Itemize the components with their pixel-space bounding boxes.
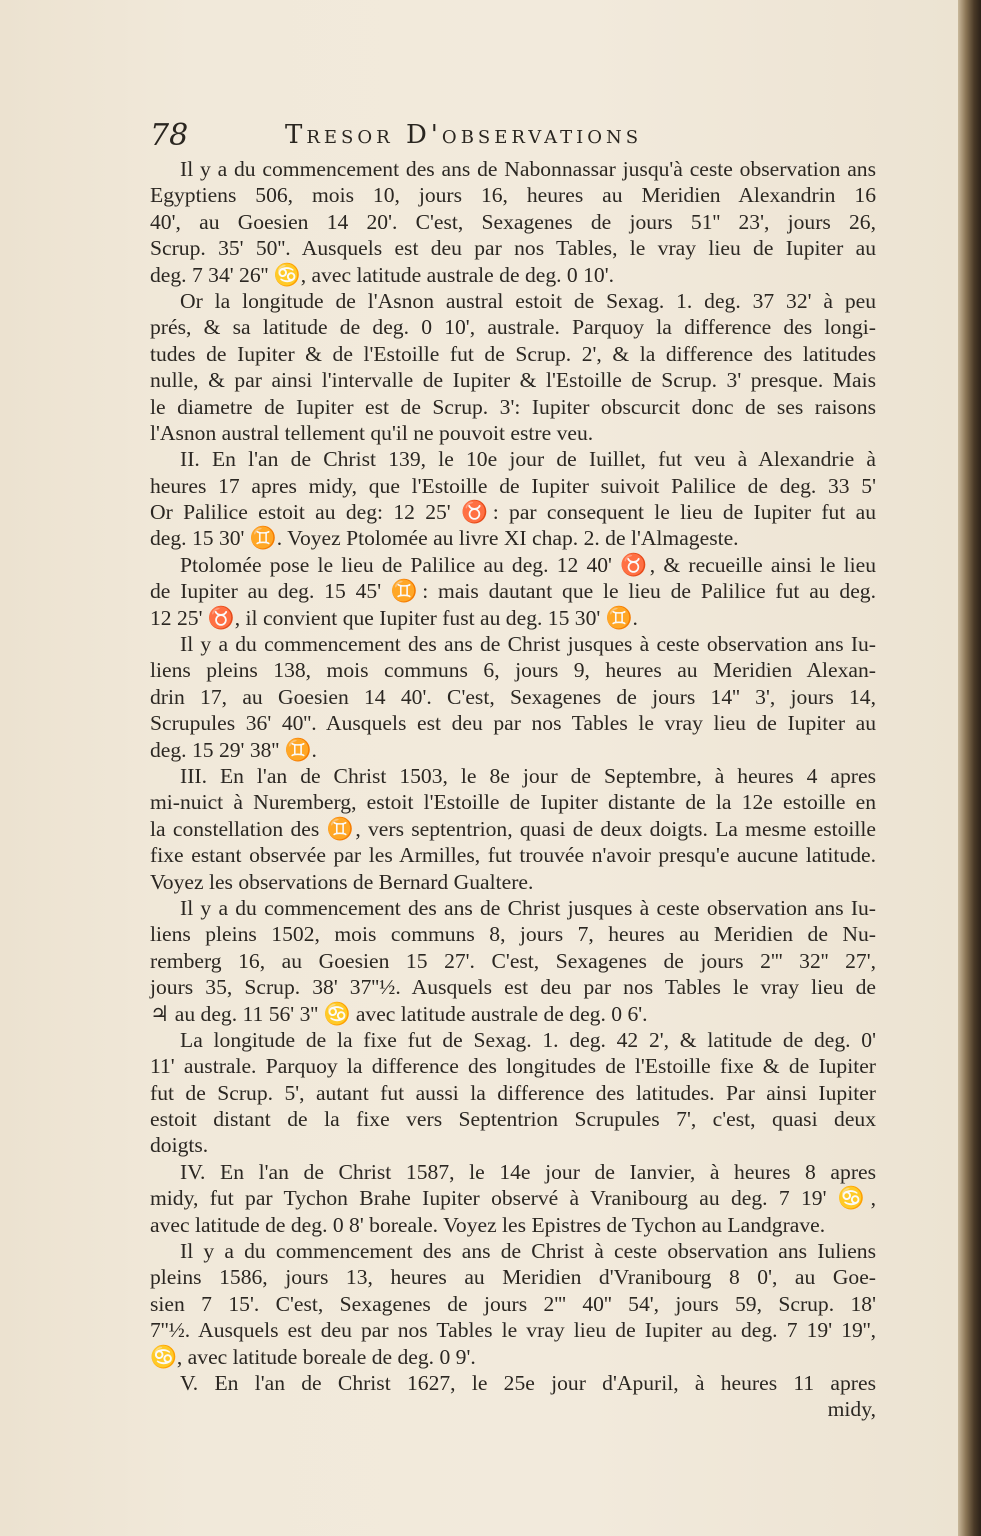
text-line: Voyez les observations de Bernard Gualtere. xyxy=(150,869,534,894)
paragraph-4 xyxy=(150,552,876,631)
text-line: deg. 15 29' 38'' ♊. xyxy=(150,737,317,762)
paragraph-5 xyxy=(150,631,876,763)
text-line: II. En l'an de Christ 139, le 10e jour de Iuillet, fut veu à Alexandrie à xyxy=(180,447,876,472)
text-line: midy, fut par Tychon Brahe Iupiter observé à Vranibourg au deg. 7 19' ♋, xyxy=(150,1186,876,1211)
text-line: liens pleins 1502, mois communs 8, jours 7, heures au Meridien de Nu- xyxy=(150,922,876,947)
text-line: de Iupiter au deg. 15 45' ♊: mais dautant que le lieu de Palilice fut au deg. xyxy=(150,579,876,604)
text-line: le diametre de Iupiter est de Scrup. 3': Iupiter obscurcit donc de ses raisons xyxy=(150,394,876,419)
text-line: mi-nuict à Nuremberg, estoit l'Estoille de Iupiter distante de la 12e estoille en xyxy=(150,790,876,815)
text-line: doigts. xyxy=(150,1133,209,1158)
text-line: 7''½. Ausquels est deu par nos Tables le vray lieu de Iupiter au deg. 7 19' 19'', xyxy=(150,1318,876,1343)
text-line: Or la longitude de l'Asnon austral estoit de Sexag. 1. deg. 37 32' à peu xyxy=(180,288,876,313)
text-line: fut de Scrup. 5', autant fut aussi la difference des latitudes. Par ainsi Iupiter xyxy=(150,1080,876,1105)
text-line: Il y a du commencement des ans de Nabonnassar jusqu'à ceste observation ans xyxy=(180,157,876,181)
text-line: ♃ au deg. 11 56' 3'' ♋ avec latitude australe de deg. 0 6'. xyxy=(150,1001,648,1026)
text-line: drin 17, au Goesien 14 40'. C'est, Sexagenes de jours 14'' 3', jours 14, xyxy=(150,684,876,709)
text-line: Or Palilice estoit au deg: 12 25' ♉: par consequent le lieu de Iupiter fut au xyxy=(150,500,876,525)
text-line: 12 25' ♉, il convient que Iupiter fust au deg. 15 30' ♊. xyxy=(150,605,638,630)
paragraph-6 xyxy=(150,763,876,895)
paragraph-10 xyxy=(150,1238,876,1370)
text-line: estoit distant de la fixe vers Septentrion Scrupules 7', c'est, quasi deux xyxy=(150,1107,876,1132)
text-line: liens pleins 138, mois communs 6, jours 9, heures au Meridien Alexan- xyxy=(150,658,876,683)
text-line: Scrupules 36' 40''. Ausquels est deu par nos Tables le vray lieu de Iupiter au xyxy=(150,711,876,736)
text-line: jours 35, Scrup. 38' 37''½. Ausquels est deu par nos Tables le vray lieu de xyxy=(150,975,876,1000)
text-line: nulle, & par ainsi l'intervalle de Iupiter & l'Estoille de Scrup. 3' presque. Mais xyxy=(150,368,876,393)
text-line: 40', au Goesien 14 20'. C'est, Sexagenes de jours 51'' 23', jours 26, xyxy=(150,209,876,234)
paragraph-11 xyxy=(150,1370,876,1423)
paragraph-8 xyxy=(150,1027,876,1159)
text-line: Ptolomée pose le lieu de Palilice au deg. 12 40' ♉, & recueille ainsi le lieu xyxy=(180,552,876,577)
text-line: Scrup. 35' 50''. Ausquels est deu par nos Tables, le vray lieu de Iupiter au xyxy=(150,236,876,261)
text-line: prés, & sa latitude de deg. 0 10', australe. Parquoy la difference des longi- xyxy=(150,315,876,340)
text-line: Egyptiens 506, mois 10, jours 16, heures au Meridien Alexandrin 16 xyxy=(150,183,876,208)
text-line: fixe estant observée par les Armilles, fut trouvée n'avoir presqu'e aucune latitude. xyxy=(150,843,876,868)
text-line: IV. En l'an de Christ 1587, le 14e jour de Ianvier, à heures 8 apres xyxy=(180,1159,876,1184)
paragraph-1 xyxy=(150,156,876,288)
text-line: heures 17 apres midy, que l'Estoille de Iupiter suivoit Palilice de deg. 33 5' xyxy=(150,473,876,498)
page-number: 78 xyxy=(150,118,189,153)
paragraph-7 xyxy=(150,895,876,1027)
text-line: l'Asnon austral tellement qu'il ne pouvoit estre veu. xyxy=(150,420,594,445)
text-line: La longitude de la fixe fut de Sexag. 1. deg. 42 2', & latitude de deg. 0' xyxy=(180,1027,876,1052)
text-line: remberg 16, au Goesien 15 27'. C'est, Sexagenes de jours 2''' 32'' 27', xyxy=(150,948,876,973)
text-line: 11' australe. Parquoy la difference des longitudes de l'Estoille fixe & de Iupiter xyxy=(150,1054,876,1079)
text-line: deg. 15 30' ♊. Voyez Ptolomée au livre XI chap. 2. de l'Almageste. xyxy=(150,526,739,551)
text-line: pleins 1586, jours 13, heures au Meridien d'Vranibourg 8 0', au Goe- xyxy=(150,1265,876,1290)
paragraph-2 xyxy=(150,288,876,446)
running-title: Tresor D'observations xyxy=(285,120,643,150)
text-line: deg. 7 34' 26'' ♋, avec latitude australe de deg. 0 10'. xyxy=(150,262,614,287)
text-line: Il y a du commencement des ans de Christ jusques à ceste observation ans Iu- xyxy=(180,895,876,920)
text-line: ♋, avec latitude boreale de deg. 0 9'. xyxy=(150,1344,476,1369)
text-line: avec latitude de deg. 0 8' boreale. Voyez les Epistres de Tychon au Landgrave. xyxy=(150,1212,826,1237)
body-text xyxy=(150,156,876,1423)
paragraph-9 xyxy=(150,1159,876,1238)
text-line: la constellation des ♊, vers septentrion, quasi de deux doigts. La mesme estoille xyxy=(150,816,876,841)
page-header xyxy=(150,118,880,158)
catchword: midy, xyxy=(827,1397,876,1422)
text-line: V. En l'an de Christ 1627, le 25e jour d'Apuril, à heures 11 apres xyxy=(180,1370,876,1395)
book-binding-edge xyxy=(958,0,981,1536)
text-line: sien 7 15'. C'est, Sexagenes de jours 2''' 40'' 54', jours 59, Scrup. 18' xyxy=(150,1291,876,1316)
text-line: Il y a du commencement des ans de Christ à ceste observation ans Iuliens xyxy=(180,1239,876,1264)
text-line: tudes de Iupiter & de l'Estoille fut de Scrup. 2', & la difference des latitudes xyxy=(150,341,876,366)
text-line: Il y a du commencement des ans de Christ jusques à ceste observation ans Iu- xyxy=(180,632,876,657)
text-line: III. En l'an de Christ 1503, le 8e jour de Septembre, à heures 4 apres xyxy=(180,763,876,788)
paragraph-3 xyxy=(150,446,876,552)
